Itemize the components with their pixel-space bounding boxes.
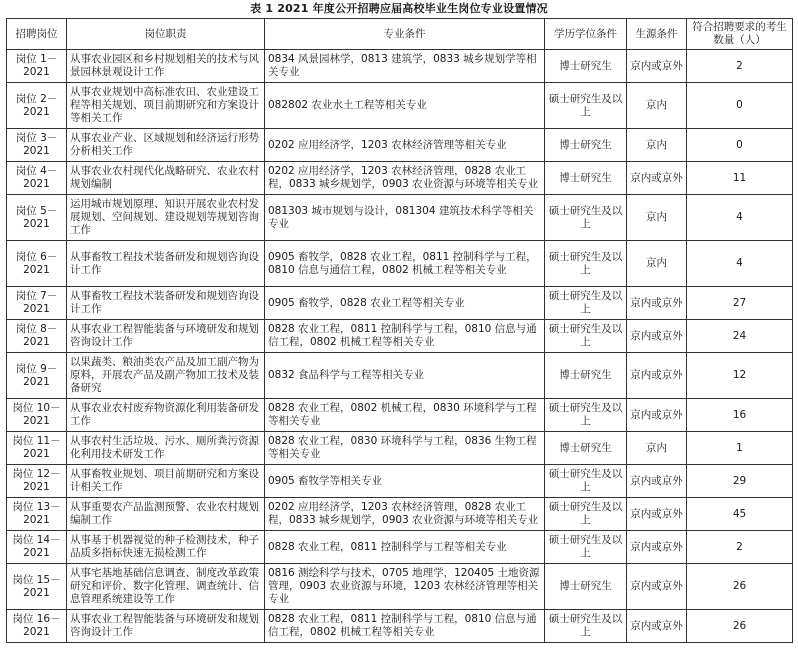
- table-body: [7, 50, 793, 643]
- cell-degree: 硕士研究生及以上: [545, 498, 627, 531]
- cell-duty: 从事畜牧工程技术装备研发和规划咨询设计工作: [67, 287, 265, 320]
- table-row: [7, 531, 793, 564]
- cell-degree: 硕士研究生及以上: [545, 465, 627, 498]
- cell-post: 岗位 14－2021: [7, 531, 67, 564]
- cell-degree: 硕士研究生及以上: [545, 195, 627, 241]
- cell-degree: 博士研究生: [545, 129, 627, 162]
- cell-count: 12: [687, 353, 793, 399]
- cell-count: 0: [687, 129, 793, 162]
- cell-count: 1: [687, 432, 793, 465]
- cell-count: 27: [687, 287, 793, 320]
- cell-major: 0832 食品科学与工程等相关专业: [265, 353, 545, 399]
- cell-post: 岗位 16－2021: [7, 610, 67, 643]
- cell-degree: 博士研究生: [545, 162, 627, 195]
- cell-post: 岗位 11－2021: [7, 432, 67, 465]
- cell-major: 0202 应用经济学，1203 农林经济管理，0828 农业工程，0833 城乡规划学，0903 农业资源与环境等相关专业: [265, 162, 545, 195]
- cell-duty: 从事农业农村现代化战略研究、农业农村规划编制: [67, 162, 265, 195]
- table-caption: 表 1 2021 年度公开招聘应届高校毕业生岗位专业设置情况: [250, 2, 548, 15]
- table-row: [7, 465, 793, 498]
- table-row: [7, 287, 793, 320]
- header-source: 生源条件: [627, 19, 687, 50]
- cell-count: 4: [687, 241, 793, 287]
- cell-source: 京内: [627, 83, 687, 129]
- cell-post: 岗位 3－2021: [7, 129, 67, 162]
- cell-source: 京内: [627, 129, 687, 162]
- cell-post: 岗位 2－2021: [7, 83, 67, 129]
- cell-degree: 博士研究生: [545, 353, 627, 399]
- cell-major: 0828 农业工程，0811 控制科学与工程，0810 信息与通信工程，0802 机械工程等相关专业: [265, 610, 545, 643]
- cell-major: 0828 农业工程，0811 控制科学与工程，0810 信息与通信工程，0802 机械工程等相关专业: [265, 320, 545, 353]
- header-duty: 岗位职责: [67, 19, 265, 50]
- cell-degree: 硕士研究生及以上: [545, 287, 627, 320]
- cell-degree: 硕士研究生及以上: [545, 399, 627, 432]
- cell-count: 26: [687, 564, 793, 610]
- cell-source: 京内或京外: [627, 399, 687, 432]
- cell-count: 2: [687, 531, 793, 564]
- cell-duty: 从事重要农产品监测预警、农业农村规划编制工作: [67, 498, 265, 531]
- cell-degree: 博士研究生: [545, 564, 627, 610]
- cell-duty: 从事农业规划中高标准农田、农业建设工程等相关规划、项目前期研究和方案设计等相关工作: [67, 83, 265, 129]
- table-row: [7, 399, 793, 432]
- cell-post: 岗位 9－2021: [7, 353, 67, 399]
- cell-post: 岗位 15－2021: [7, 564, 67, 610]
- cell-duty: 从事畜牧业规划、项目前期研究和方案设计相关工作: [67, 465, 265, 498]
- cell-count: 29: [687, 465, 793, 498]
- cell-source: 京内或京外: [627, 287, 687, 320]
- cell-major: 0905 畜牧学，0828 农业工程等相关专业: [265, 287, 545, 320]
- cell-source: 京内或京外: [627, 320, 687, 353]
- table-row: [7, 50, 793, 83]
- cell-source: 京内或京外: [627, 564, 687, 610]
- cell-duty: 从事农业产业、区域规划和经济运行形势分析相关工作: [67, 129, 265, 162]
- cell-degree: 硕士研究生及以上: [545, 531, 627, 564]
- table-row: [7, 353, 793, 399]
- table-row: [7, 564, 793, 610]
- cell-degree: 硕士研究生及以上: [545, 610, 627, 643]
- cell-major: 0816 测绘科学与技术，0705 地理学，120405 土地资源管理，0903 农业资源与环境，1203 农林经济管理等相关专业: [265, 564, 545, 610]
- cell-count: 24: [687, 320, 793, 353]
- cell-source: 京内或京外: [627, 465, 687, 498]
- cell-degree: 硕士研究生及以上: [545, 320, 627, 353]
- cell-post: 岗位 4－2021: [7, 162, 67, 195]
- cell-source: 京内或京外: [627, 50, 687, 83]
- cell-degree: 博士研究生: [545, 432, 627, 465]
- cell-degree: 硕士研究生及以上: [545, 241, 627, 287]
- cell-major: 0834 风景园林学，0813 建筑学，0833 城乡规划学等相关专业: [265, 50, 545, 83]
- cell-duty: 运用城市规划原理、知识开展农业农村发展规划、空间规划、建设规划等规划咨询工作: [67, 195, 265, 241]
- cell-count: 4: [687, 195, 793, 241]
- table-row: [7, 129, 793, 162]
- cell-major: 081303 城市规划与设计，081304 建筑技术科学等相关专业: [265, 195, 545, 241]
- cell-post: 岗位 5－2021: [7, 195, 67, 241]
- cell-degree: 博士研究生: [545, 50, 627, 83]
- cell-duty: 从事农业工程智能装备与环境研发和规划咨询设计工作: [67, 320, 265, 353]
- cell-source: 京内: [627, 195, 687, 241]
- table-row: [7, 320, 793, 353]
- cell-source: 京内: [627, 241, 687, 287]
- cell-major: 0905 畜牧学等相关专业: [265, 465, 545, 498]
- header-degree: 学历学位条件: [545, 19, 627, 50]
- table-row: [7, 162, 793, 195]
- table-row: [7, 241, 793, 287]
- cell-duty: 从事宅基地基础信息调查、制度改革政策研究和评价、数字化管理、调查统计、信息管理系统建设等工作: [67, 564, 265, 610]
- cell-source: 京内或京外: [627, 353, 687, 399]
- cell-duty: 从事农村生活垃圾、污水、厕所粪污资源化利用技术研发工作: [67, 432, 265, 465]
- table-row: [7, 610, 793, 643]
- cell-major: 0202 应用经济学，1203 农林经济管理等相关专业: [265, 129, 545, 162]
- cell-major: 0828 农业工程，0802 机械工程，0830 环境科学与工程等相关专业: [265, 399, 545, 432]
- cell-source: 京内: [627, 432, 687, 465]
- cell-source: 京内或京外: [627, 498, 687, 531]
- cell-major: 0828 农业工程，0811 控制科学与工程等相关专业: [265, 531, 545, 564]
- table-row: [7, 498, 793, 531]
- cell-source: 京内或京外: [627, 162, 687, 195]
- header-count: 符合招聘要求的考生数量（人）: [687, 19, 793, 50]
- cell-post: 岗位 8－2021: [7, 320, 67, 353]
- cell-count: 45: [687, 498, 793, 531]
- cell-duty: 从事畜牧工程技术装备研发和规划咨询设计工作: [67, 241, 265, 287]
- cell-duty: 从事基于机器视觉的种子检测技术，种子品质多指标快速无损检测工作: [67, 531, 265, 564]
- cell-source: 京内或京外: [627, 531, 687, 564]
- cell-count: 16: [687, 399, 793, 432]
- table-row: [7, 195, 793, 241]
- cell-count: 2: [687, 50, 793, 83]
- cell-major: 0905 畜牧学，0828 农业工程，0811 控制科学与工程，0810 信息与通信工程，0802 机械工程等相关专业: [265, 241, 545, 287]
- cell-count: 11: [687, 162, 793, 195]
- cell-duty: 从事农业工程智能装备与环境研发和规划咨询设计工作: [67, 610, 265, 643]
- cell-source: 京内或京外: [627, 610, 687, 643]
- cell-post: 岗位 1－2021: [7, 50, 67, 83]
- cell-post: 岗位 6－2021: [7, 241, 67, 287]
- cell-degree: 硕士研究生及以上: [545, 83, 627, 129]
- cell-post: 岗位 10－2021: [7, 399, 67, 432]
- cell-post: 岗位 12－2021: [7, 465, 67, 498]
- cell-post: 岗位 13－2021: [7, 498, 67, 531]
- cell-major: 082802 农业水土工程等相关专业: [265, 83, 545, 129]
- cell-major: 0828 农业工程，0830 环境科学与工程，0836 生物工程等相关专业: [265, 432, 545, 465]
- cell-duty: 从事农业农村废弃物资源化利用装备研发工作: [67, 399, 265, 432]
- table-row: [7, 432, 793, 465]
- cell-duty: 从事农业园区和乡村规划相关的技术与风景园林景观设计工作: [67, 50, 265, 83]
- cell-count: 0: [687, 83, 793, 129]
- cell-major: 0202 应用经济学，1203 农林经济管理，0828 农业工程，0833 城乡规划学，0903 农业资源与环境等相关专业: [265, 498, 545, 531]
- table-row: [7, 83, 793, 129]
- cell-post: 岗位 7－2021: [7, 287, 67, 320]
- table-header-row: [7, 19, 793, 50]
- cell-duty: 以果蔬类、粮油类农产品及加工副产物为原料，开展农产品及副产物加工技术及装备研究: [67, 353, 265, 399]
- positions-table: [6, 18, 793, 643]
- header-major: 专业条件: [265, 19, 545, 50]
- cell-count: 26: [687, 610, 793, 643]
- header-post: 招聘岗位: [7, 19, 67, 50]
